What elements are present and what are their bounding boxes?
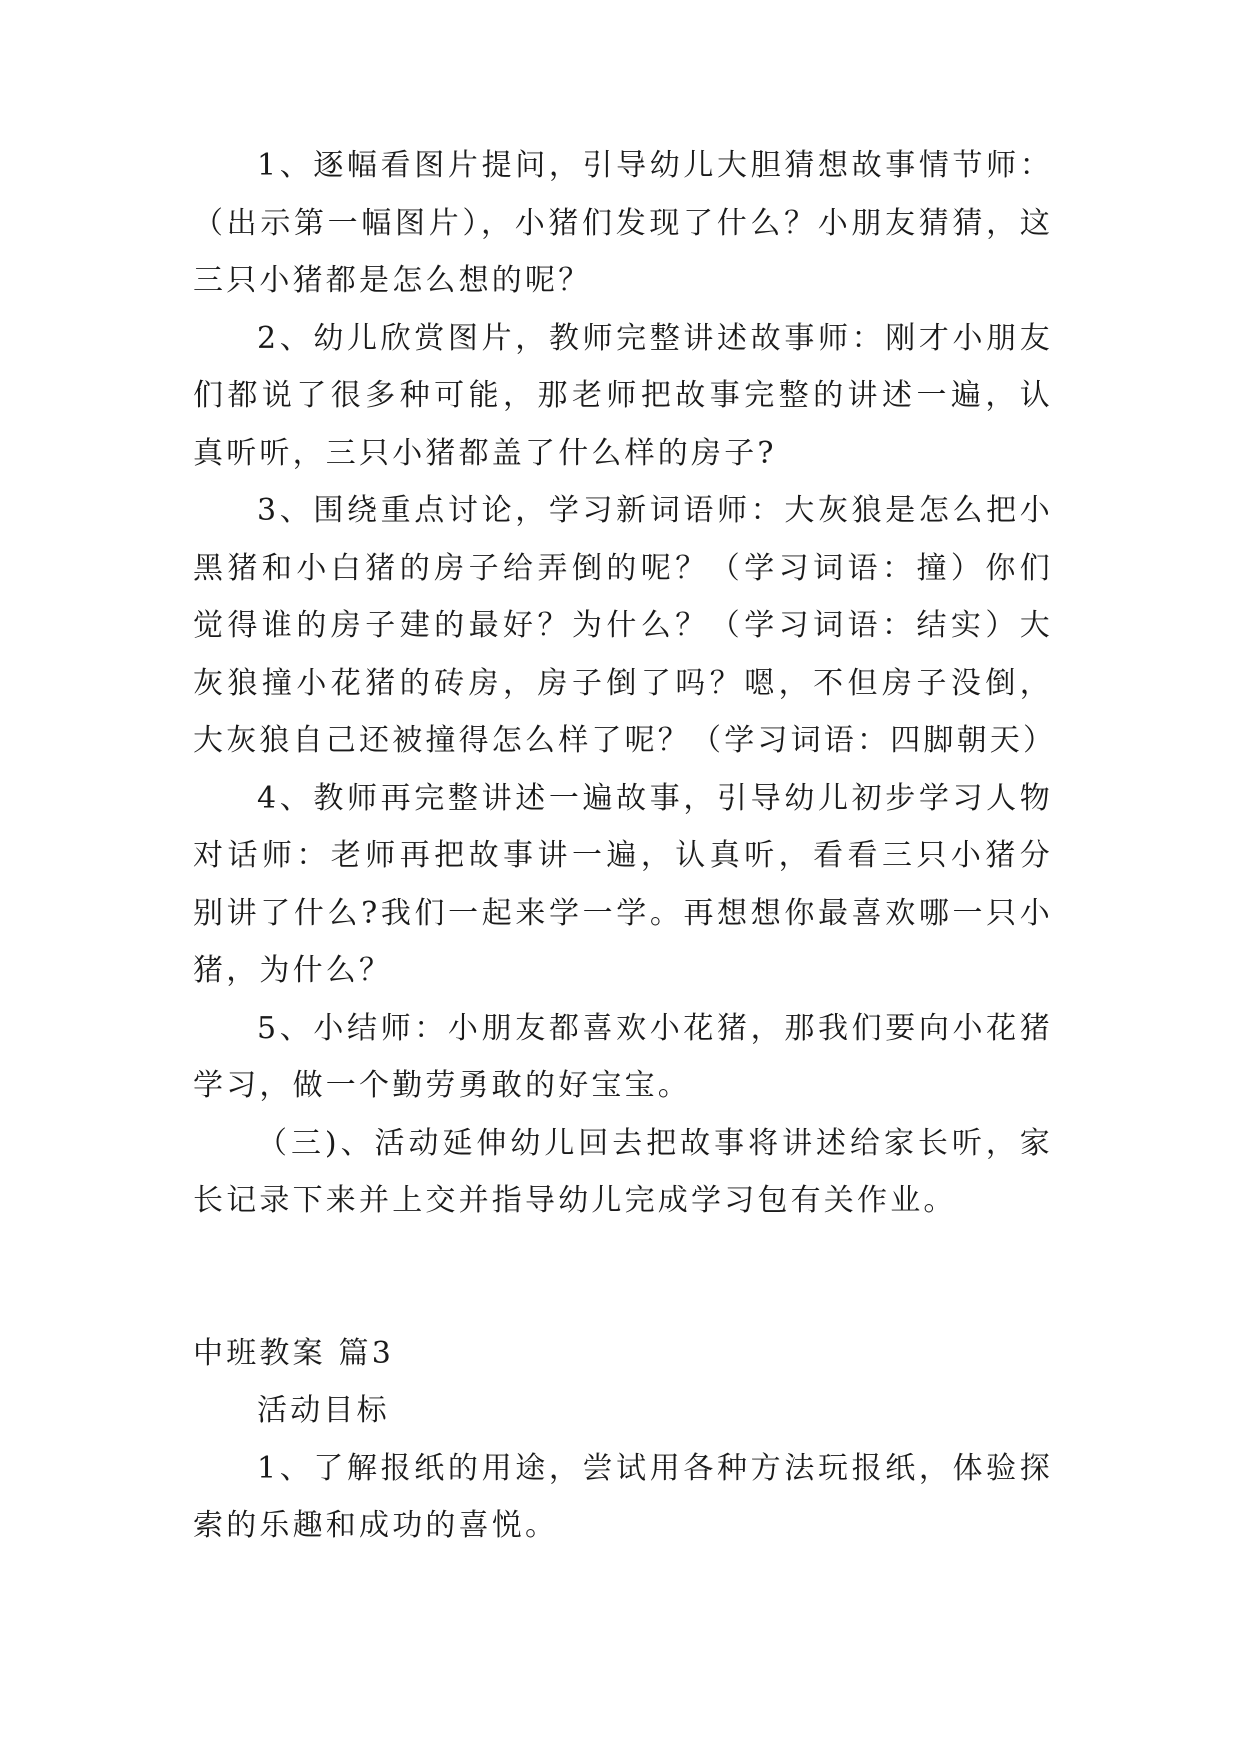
body-text-top — [193, 137, 1057, 1230]
section-heading: 中班教案 篇3 — [193, 1336, 395, 1371]
paragraph-4: 4、教师再完整讲述一遍故事，引导幼儿初步学习人物对话师：老师再把故事讲一遍，认真听，看看三只小猪分别讲了什么?我们一起来学一学。再想想你最喜欢哪一只小猪，为什么？ — [193, 780, 1053, 988]
paragraph-6: （三)、活动延伸幼儿回去把故事将讲述给家长听，家长记录下来并上交并指导幼儿完成学习包有关作业。 — [193, 1125, 1053, 1218]
paragraph-2: 2、幼儿欣赏图片，教师完整讲述故事师：刚才小朋友们都说了很多种可能，那老师把故事完整的讲述一遍，认真听听，三只小猪都盖了什么样的房子? — [193, 320, 1053, 471]
paragraph-3: 3、围绕重点讨论，学习新词语师：大灰狼是怎么把小黑猪和小白猪的房子给弄倒的呢？（学习词语：撞）你们觉得谁的房子建的最好？为什么？（学习词语：结实）大灰狼撞小花猪的砖房，房子倒了吗？嗯，不但房子没倒，大灰狼自己还被撞得怎么样了呢？（学习词语：四脚朝天） — [193, 493, 1057, 758]
paragraph-1: 1、逐幅看图片提问，引导幼儿大胆猜想故事情节师：（出示第一幅图片），小猪们发现了什么？小朋友猜猜，这三只小猪都是怎么想的呢？ — [193, 148, 1053, 298]
paragraph-5: 5、小结师：小朋友都喜欢小花猪，那我们要向小花猪学习，做一个勤劳勇敢的好宝宝。 — [193, 1010, 1053, 1103]
paragraph-7: 1、了解报纸的用途，尝试用各种方法玩报纸，体验探索的乐趣和成功的喜悦。 — [193, 1450, 1053, 1543]
body-text-bottom — [193, 1382, 1053, 1555]
subheading: 活动目标 — [257, 1393, 390, 1428]
